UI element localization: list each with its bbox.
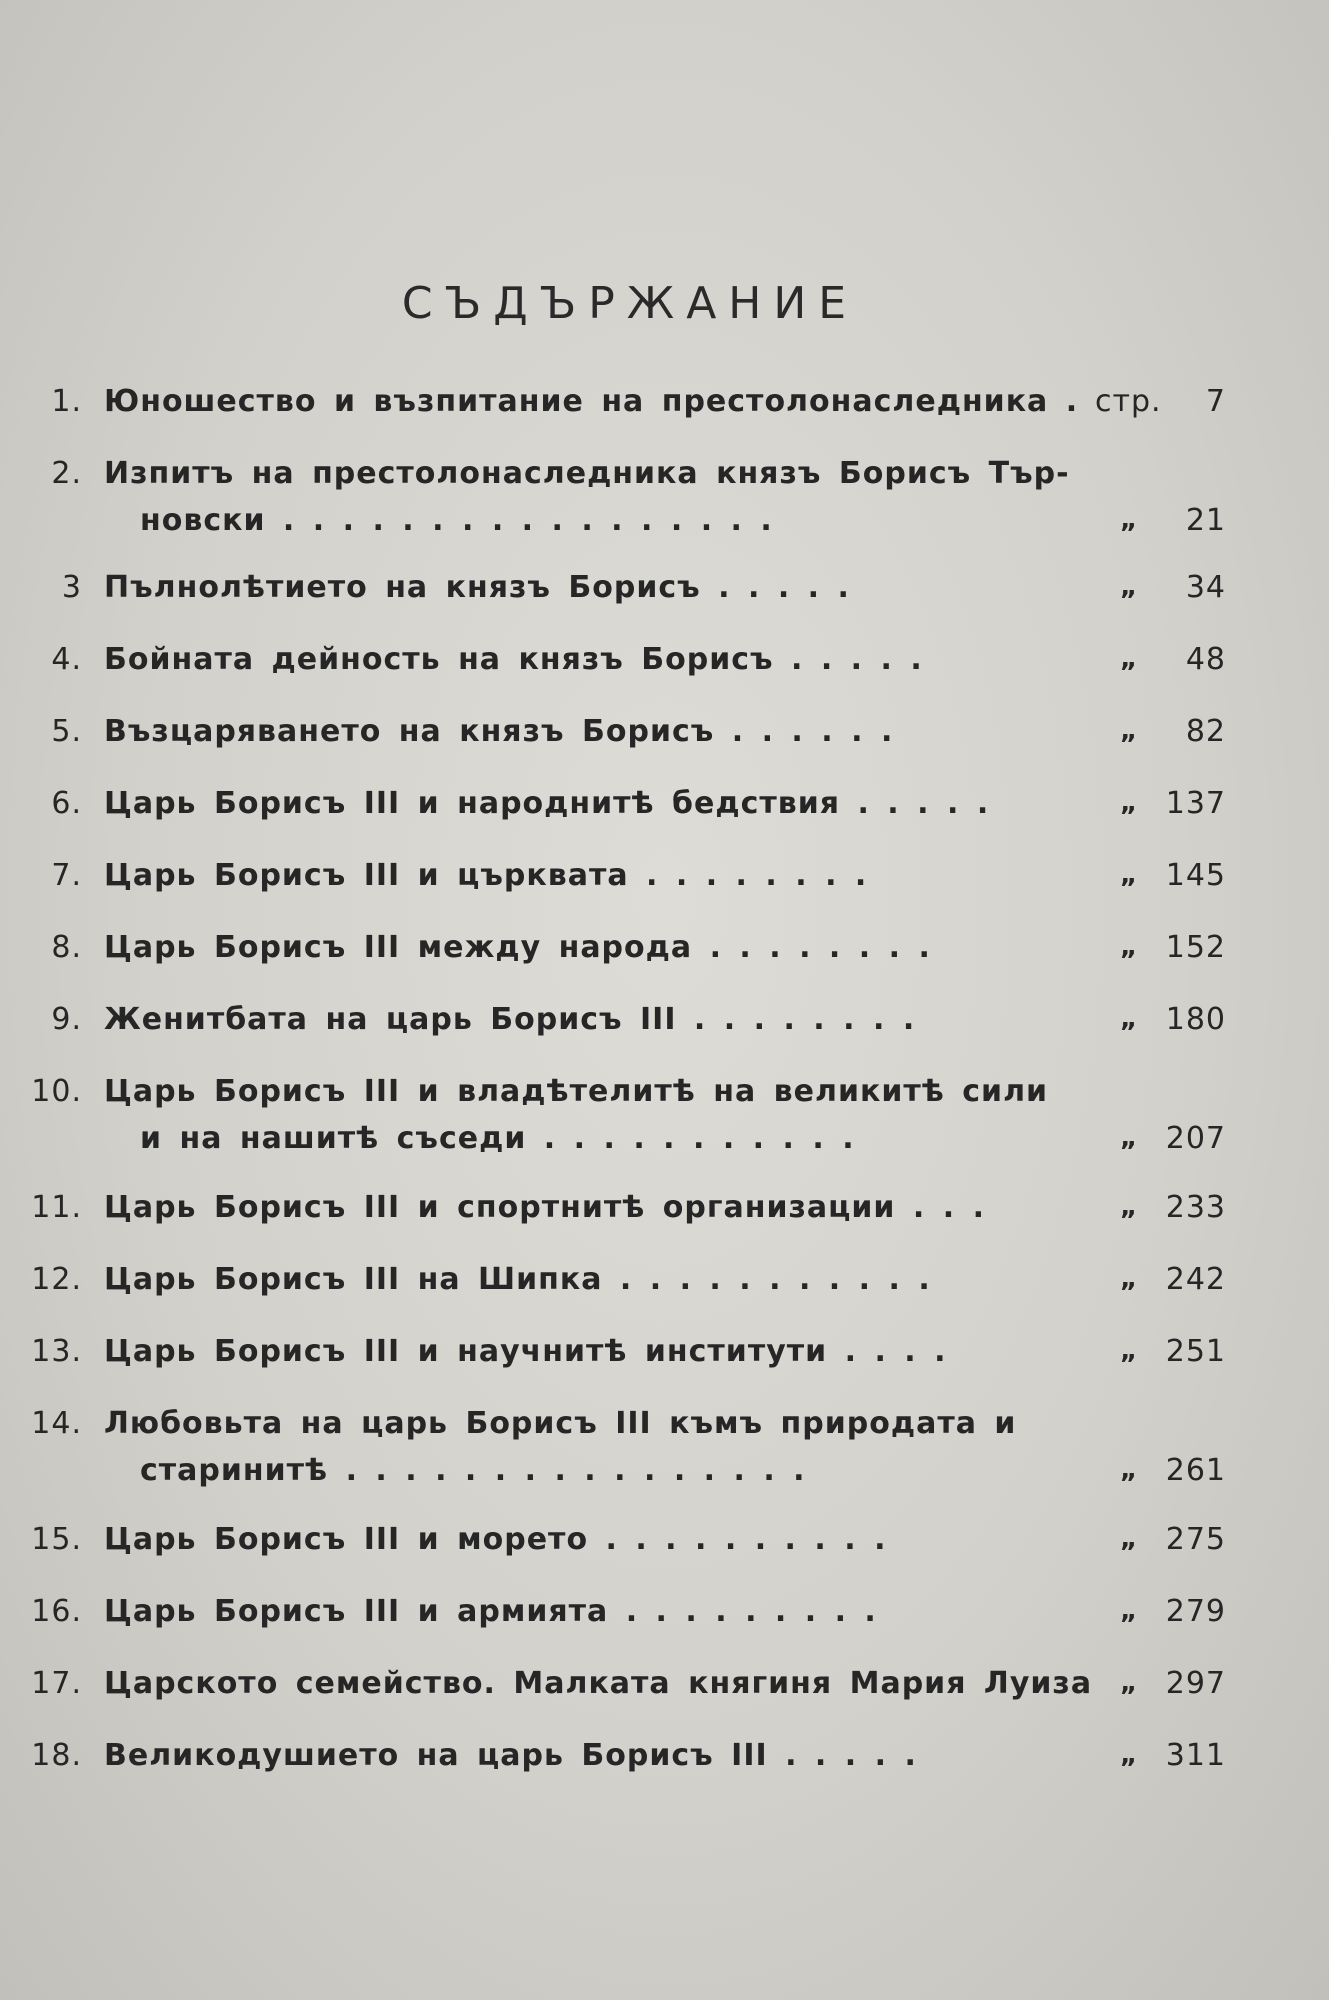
ditto-mark: „: [1120, 932, 1139, 962]
toc-entry: [0, 708, 1329, 755]
toc-entry-line: [0, 1068, 1329, 1115]
toc-entry-title: Любовьта на царь Борисъ III къмъ природата и: [104, 1406, 1017, 1441]
toc-entry-page-number: 21: [1185, 503, 1226, 538]
toc-entry-number: 4.: [51, 642, 82, 677]
toc-entry: [0, 636, 1329, 683]
page-label: стр.: [1095, 384, 1162, 419]
ditto-mark: „: [1120, 788, 1139, 818]
toc-entry: [0, 378, 1329, 425]
toc-entry-page-number: 7: [1205, 384, 1226, 419]
toc-entry-page-number: 152: [1165, 930, 1226, 965]
toc-entry: [0, 1732, 1329, 1779]
toc-entry-number: 16.: [31, 1594, 82, 1629]
toc-entry-title: Царь Борисъ III и народнитѣ бедствия . . . . .: [104, 786, 990, 821]
ditto-mark: „: [1120, 1596, 1139, 1626]
toc-entry-title: Царь Борисъ III между народа . . . . . . . .: [104, 930, 931, 965]
toc-entry-page-number: 145: [1165, 858, 1226, 893]
toc-entry-title: Великодушието на царь Борисъ III . . . . .: [104, 1738, 917, 1773]
toc-entry: [0, 1660, 1329, 1707]
toc-entry-line: [0, 1328, 1329, 1375]
toc-entry-line: [0, 636, 1329, 683]
toc-entry-line: [0, 924, 1329, 971]
toc-entry-title: и на нашитѣ съседи . . . . . . . . . . .: [140, 1121, 855, 1156]
toc-entry-number: 18.: [31, 1738, 82, 1773]
toc-entry-line: [0, 1115, 1329, 1162]
toc-entry-number: 12.: [31, 1262, 82, 1297]
toc-entry-number: 15.: [31, 1522, 82, 1557]
toc-entry-line: [0, 564, 1329, 611]
toc-entry-number: 5.: [51, 714, 82, 749]
toc-entry: [0, 1400, 1329, 1494]
toc-entry: [0, 564, 1329, 611]
toc-entry-title: Царь Борисъ III и спортнитѣ организации . . .: [104, 1190, 985, 1225]
toc-entry: [0, 450, 1329, 544]
toc-entry-page-number: 242: [1165, 1262, 1226, 1297]
toc-entry-number: 13.: [31, 1334, 82, 1369]
toc-entry-line: [0, 996, 1329, 1043]
toc-entry-page-number: 34: [1185, 570, 1226, 605]
toc-entry-line: [0, 1516, 1329, 1563]
toc-entry-number: 7.: [51, 858, 82, 893]
ditto-mark: „: [1120, 1264, 1139, 1294]
toc-entry-title: Женитбата на царь Борисъ III . . . . . . . .: [104, 1002, 916, 1037]
toc-entry-number: 3: [61, 570, 82, 605]
toc-entry-page-number: 48: [1185, 642, 1226, 677]
toc-entry: [0, 1328, 1329, 1375]
toc-entry: [0, 780, 1329, 827]
toc-entry-line: [0, 1732, 1329, 1779]
toc-entry-number: 6.: [51, 786, 82, 821]
toc-entry-page-number: 233: [1165, 1190, 1226, 1225]
toc-entry-line: [0, 1660, 1329, 1707]
toc-entry-title: Царь Борисъ III и морето . . . . . . . . . .: [104, 1522, 887, 1557]
ditto-mark: „: [1120, 644, 1139, 674]
ditto-mark: „: [1120, 1668, 1139, 1698]
toc-entry-number: 2.: [51, 456, 82, 491]
toc-entry-page-number: 275: [1165, 1522, 1226, 1557]
ditto-mark: „: [1120, 860, 1139, 890]
toc-entry-title: Бойната дейность на князъ Борисъ . . . . .: [104, 642, 923, 677]
toc-entry-page-number: 251: [1165, 1334, 1226, 1369]
toc-entry-line: [0, 780, 1329, 827]
toc-entry-line: [0, 852, 1329, 899]
toc-entry-number: 11.: [31, 1190, 82, 1225]
ditto-mark: „: [1120, 716, 1139, 746]
toc-entry-number: 8.: [51, 930, 82, 965]
toc-entry-page-number: 137: [1165, 786, 1226, 821]
toc-entry: [0, 1588, 1329, 1635]
toc-entry-page-number: 297: [1165, 1666, 1226, 1701]
toc-entry-line: [0, 1588, 1329, 1635]
toc-entry: [0, 1068, 1329, 1162]
toc-entry: [0, 996, 1329, 1043]
toc-entry-line: [0, 1447, 1329, 1494]
toc-entry-page-number: 82: [1185, 714, 1226, 749]
toc-entry-line: [0, 1184, 1329, 1231]
toc-entry-page-number: 207: [1165, 1121, 1226, 1156]
toc-entry-title: новски . . . . . . . . . . . . . . . . .: [140, 503, 773, 538]
ditto-mark: „: [1120, 1123, 1139, 1153]
ditto-mark: „: [1120, 1192, 1139, 1222]
toc-entry-title: Царь Борисъ III и църквата . . . . . . . .: [104, 858, 868, 893]
toc-entry-page-number: 261: [1165, 1453, 1226, 1488]
toc-entry: [0, 1256, 1329, 1303]
ditto-mark: „: [1120, 1740, 1139, 1770]
toc-entry-line: [0, 708, 1329, 755]
ditto-mark: „: [1120, 1455, 1139, 1485]
toc-entry-number: 9.: [51, 1002, 82, 1037]
toc-entry-number: 17.: [31, 1666, 82, 1701]
page-title: СЪДЪРЖАНИЕ: [401, 278, 859, 329]
ditto-mark: „: [1120, 1524, 1139, 1554]
toc-entry-page-number: 311: [1165, 1738, 1226, 1773]
ditto-mark: „: [1120, 572, 1139, 602]
ditto-mark: „: [1120, 1336, 1139, 1366]
ditto-mark: „: [1120, 1004, 1139, 1034]
toc-entry-title: Царь Борисъ III на Шипка . . . . . . . . . . .: [104, 1262, 931, 1297]
toc-entry-number: 14.: [31, 1406, 82, 1441]
toc-entry-title: Царь Борисъ III и научнитѣ институти . . . .: [104, 1334, 947, 1369]
toc-entry-line: [0, 1256, 1329, 1303]
toc-entry: [0, 1516, 1329, 1563]
toc-entry-line: [0, 378, 1329, 425]
toc-entry-title: Царь Борисъ III и владѣтелитѣ на великитѣ сили: [104, 1074, 1049, 1109]
toc-entry-page-number: 279: [1165, 1594, 1226, 1629]
toc-entry-line: [0, 497, 1329, 544]
toc-entry-line: [0, 450, 1329, 497]
ditto-mark: „: [1120, 505, 1139, 535]
toc-entry: [0, 924, 1329, 971]
toc-entry-title: Юношество и възпитание на престолонаследника .: [104, 384, 1079, 419]
toc-entry-title: старинитѣ . . . . . . . . . . . . . . . .: [140, 1453, 806, 1488]
toc-entry: [0, 1184, 1329, 1231]
toc-entry-number: 1.: [51, 384, 82, 419]
toc-entry-title: Царското семейство. Малката княгиня Мария Луиза: [104, 1666, 1093, 1701]
toc-entry-page-number: 180: [1165, 1002, 1226, 1037]
toc-entry-title: Пълнолѣтието на князъ Борисъ . . . . .: [104, 570, 850, 605]
toc-entry: [0, 852, 1329, 899]
toc-entry-line: [0, 1400, 1329, 1447]
toc-entry-number: 10.: [31, 1074, 82, 1109]
toc-entry-title: Царь Борисъ III и армията . . . . . . . . .: [104, 1594, 877, 1629]
toc-entry-title: Изпитъ на престолонаследника князъ Борисъ Тър-: [104, 456, 1070, 491]
toc-entry-title: Възцаряването на князъ Борисъ . . . . . .: [104, 714, 894, 749]
